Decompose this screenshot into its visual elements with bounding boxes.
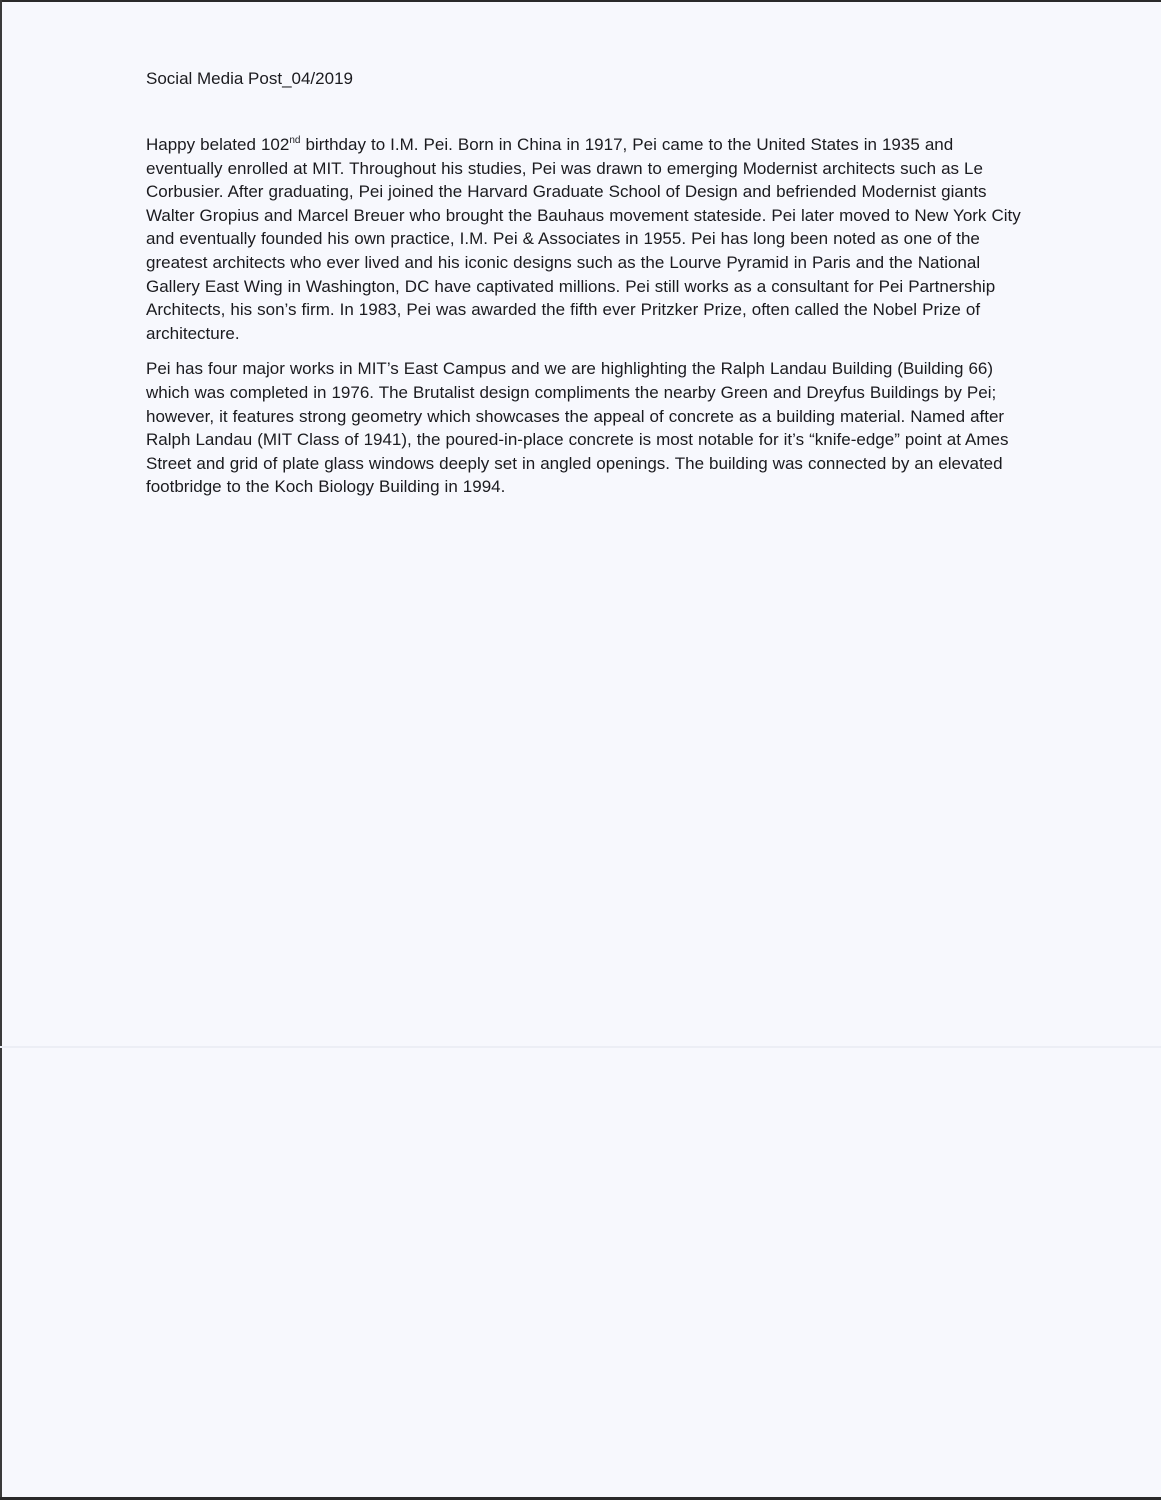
- document-page: [146, 66, 1026, 511]
- scan-border-left: [0, 0, 2, 1500]
- document-title: Social Media Post_04/2019: [146, 69, 353, 88]
- paragraph-pei-biography: [146, 133, 1026, 345]
- scan-border-top: [0, 0, 1161, 2]
- paragraph-landau-building: Pei has four major works in MIT’s East Campus and we are highlighting the Ralph Landau Building (Building 66) which was completed in 1976. The Brutalist design compliments the nearby Green and Dreyfus Buildings by Pei; however, it features strong geometry which showcases the appeal of concrete as a building material. Named after Ralph Landau (MIT Class of 1941), the poured-in-place concrete is most notable for it’s “knife-edge” point at Ames Street and grid of plate glass windows deeply set in angled openings. The building was connected by an elevated footbridge to the Koch Biology Building in 1994.: [146, 359, 1009, 497]
- paragraph-1-lead: Happy belated 102: [146, 135, 290, 154]
- paragraph-1-body: birthday to I.M. Pei. Born in China in 1917, Pei came to the United States in 1935 and eventually enrolled at MIT. Throughout his studies, Pei was drawn to emerging Modernist architects such as Le Corbusier. After graduating, Pei joined the Harvard Graduate School of Design and befriended Modernist giants Walter Gropius and Marcel Breuer who brought the Bauhaus movement stateside. Pei later moved to New York City and eventually founded his own practice, I.M. Pei & Associates in 1955. Pei has long been noted as one of the greatest architects who ever lived and his iconic designs such as the Lourve Pyramid in Paris and the National Gallery East Wing in Washington, DC have captivated millions. Pei still works as a consultant for Pei Partnership Architects, his son’s firm. In 1983, Pei was awarded the fifth ever Pritzker Prize, often called the Nobel Prize of architecture.: [146, 135, 1021, 343]
- scan-fold-line: [0, 1046, 1161, 1048]
- ordinal-suffix: nd: [289, 135, 301, 146]
